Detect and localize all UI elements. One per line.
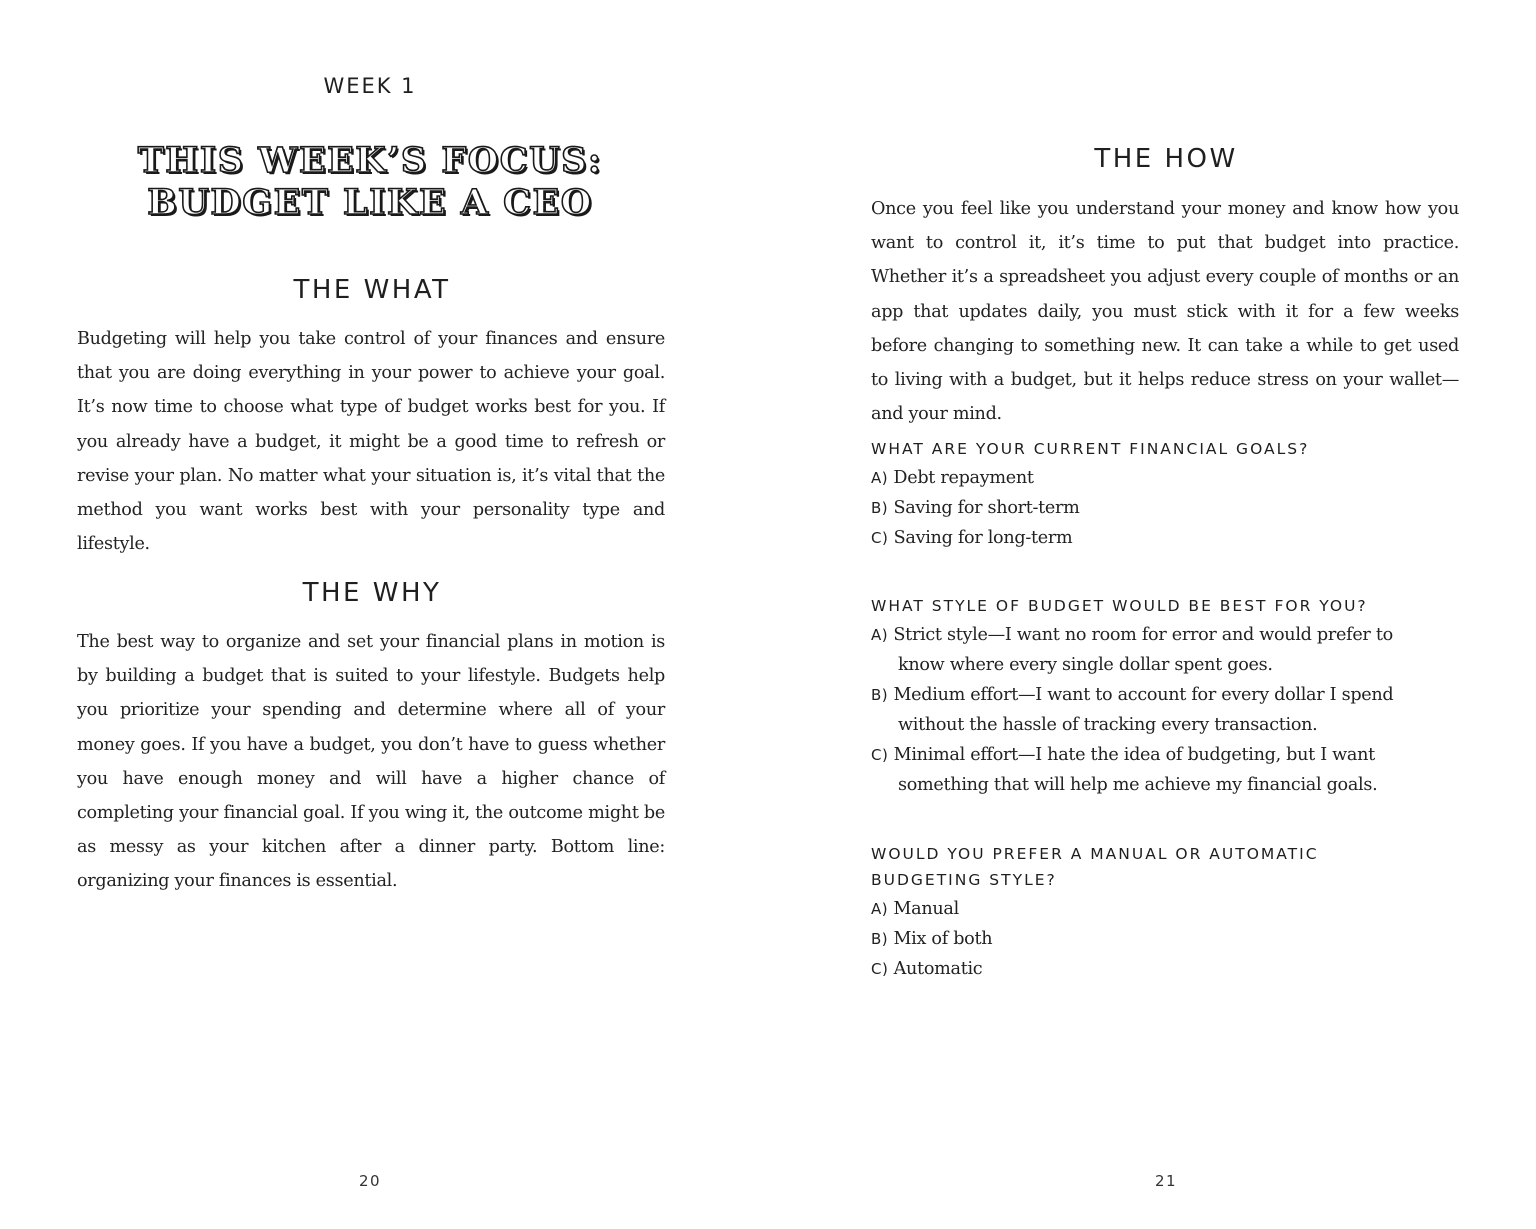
right-page [768, 0, 1536, 1229]
option-text: Medium effort—I want to account for every dollar I spend without the hassle of tracking every transaction. [893, 685, 1394, 735]
option-text: Saving for short-term [893, 498, 1080, 518]
option-text: Minimal effort—I hate the idea of budgeting, but I want something that will help me achieve my financial goals. [893, 745, 1378, 795]
page-number-left: 20 [358, 1172, 382, 1190]
focus-title [0, 140, 740, 224]
option-text: Automatic [893, 959, 983, 979]
option-item [871, 493, 1451, 523]
options-manual-automatic [871, 894, 1451, 984]
option-item [871, 463, 1451, 493]
option-letter: A) [871, 469, 889, 487]
option-item [871, 740, 1416, 800]
option-letter: B) [871, 686, 889, 704]
option-letter: B) [871, 499, 889, 517]
option-letter: C) [871, 529, 889, 547]
focus-title-line-2: BUDGET LIKE A CEO [147, 182, 593, 223]
option-item [871, 924, 1451, 954]
why-heading: THE WHY [302, 578, 442, 608]
option-text: Manual [893, 899, 959, 919]
option-text: Saving for long-term [893, 528, 1073, 548]
what-body: Budgeting will help you take control of your finances and ensure that you are doing everything in your power to achieve your goal. It’s now time to choose what type of budget works best for you. If you already have a budget, it might be a good time to refresh or revise your plan. No matter what your situation is, it’s vital that the method you want works best with your personality type and lifestyle. [77, 329, 665, 555]
question-budget-style: WHAT STYLE OF BUDGET WOULD BE BEST FOR YOU? [871, 597, 1368, 615]
how-heading: THE HOW [1094, 144, 1238, 174]
option-text: Debt repayment [893, 468, 1034, 488]
option-text: Mix of both [893, 929, 993, 949]
options-financial-goals [871, 463, 1451, 553]
what-heading: THE WHAT [293, 275, 451, 305]
option-letter: B) [871, 930, 889, 948]
option-letter: C) [871, 746, 889, 764]
why-body: The best way to organize and set your financial plans in motion is by building a budget that is suited to your lifestyle. Budgets help you prioritize your spending and determine where all of your money goes. If you have a budget, you don’t have to guess whether you have enough money and will have a higher chance of completing your financial goal. If you wing it, the outcome might be as messy as your kitchen after a dinner party. Bottom line: organizing your finances is essential. [77, 632, 665, 892]
option-item [871, 680, 1416, 740]
option-letter: A) [871, 900, 889, 918]
question-financial-goals: WHAT ARE YOUR CURRENT FINANCIAL GOALS? [871, 440, 1310, 458]
question-manual-automatic: WOULD YOU PREFER A MANUAL OR AUTOMATIC BUDGETING STYLE? [871, 845, 1319, 889]
option-item [871, 954, 1451, 984]
how-body: Once you feel like you understand your money and know how you want to control it, it’s time to put that budget into practice. Whether it’s a spreadsheet you adjust every couple of months or an app that updates daily, you must stick with it for a few weeks before changing to something new. It can take a while to get used to living with a budget, but it helps reduce stress on your wallet—and your mind. [871, 199, 1459, 425]
page-number-right: 21 [1154, 1172, 1178, 1190]
option-text: Strict style—I want no room for error and would prefer to know where every single dollar spent goes. [893, 625, 1393, 675]
option-item [871, 523, 1451, 553]
week-label: WEEK 1 [323, 74, 417, 98]
option-letter: C) [871, 960, 889, 978]
option-letter: A) [871, 626, 889, 644]
focus-title-line-1: THIS WEEK’S FOCUS: [137, 140, 603, 181]
option-item [871, 620, 1416, 680]
options-budget-style [871, 620, 1416, 800]
option-item [871, 894, 1451, 924]
